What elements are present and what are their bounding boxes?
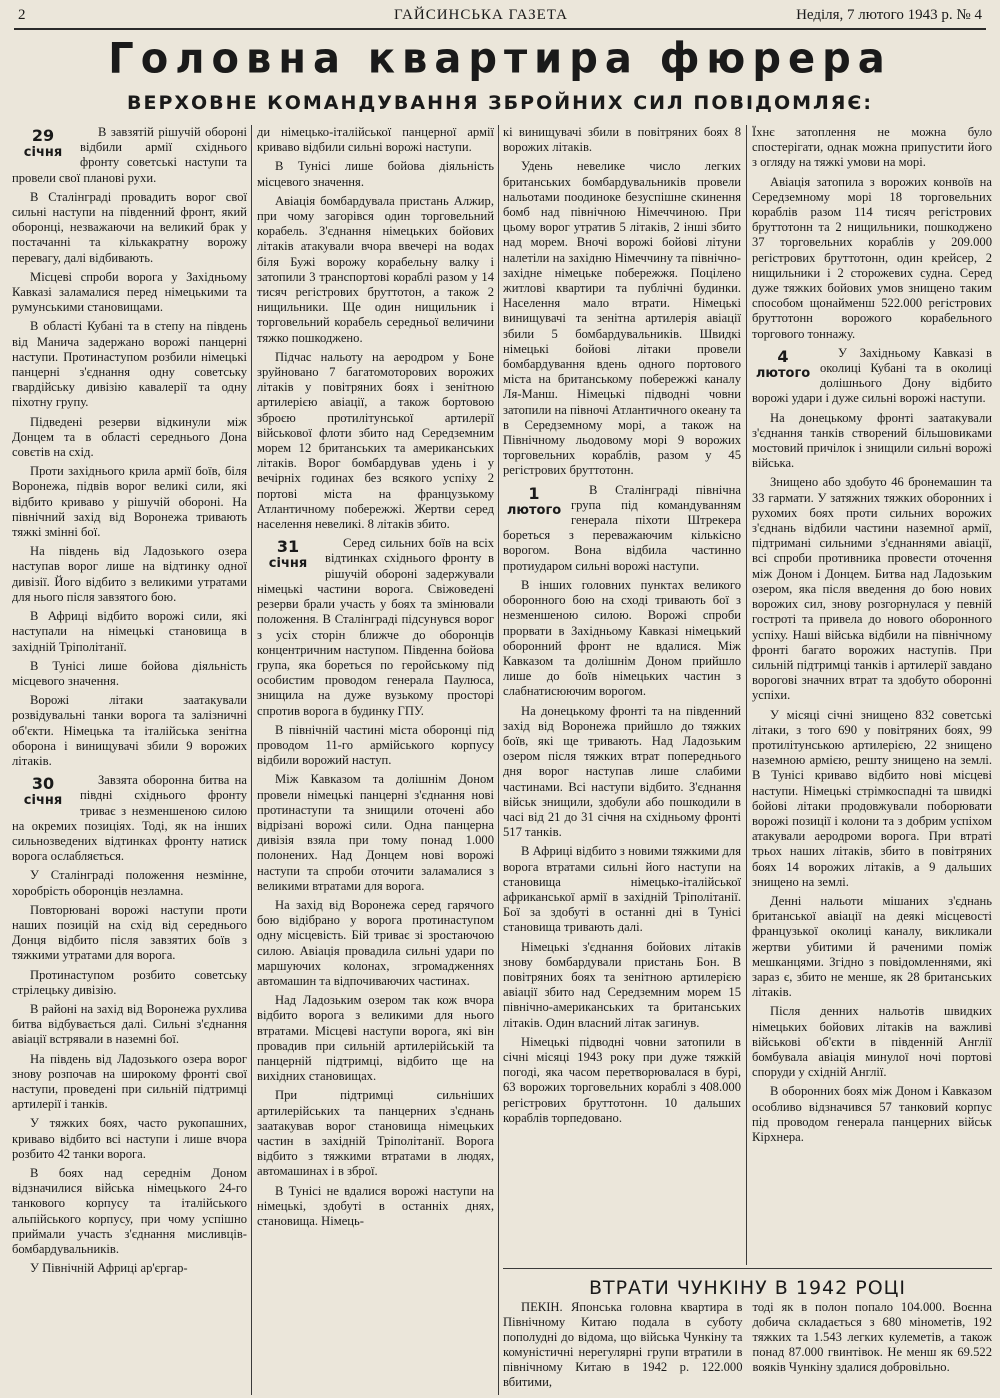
paragraph: В Тунісі не вдалися ворожі наступи на німецькі, здобуті в останніх днях, становища. Німець-: [257, 1183, 494, 1229]
paragraph: У місяці січні знищено 832 советські літаки, з того 690 у повітряних боях, 99 протилітунською артилерією, 22 знищено наземною армією, решту знищено на землі. В Тунісі криваво відбито нові місцеві наступи. Німецькі стрімкоспадні та швидкі бойові літаки продовжували поборювати ворожі позиції і колони та з добрим успіхом атакували аеродроми ворога. При втраті трьох наших літаків, збито в повітряних боях 14 ворожих літаків, а 9 дальших знищено на землі.: [752, 707, 992, 889]
paragraph: У Сталінграді положення незмінне, хоробрість оборонців незламна.: [12, 868, 247, 898]
paragraph: В інших головних пунктах великого оборонного бою на сході тривають бої з незменшеною силою. Ворожі спроби прорвати в Західньому Кавказі німецький оборонний фронт не вдалися. Між Кавказом та долішнім Доном прийшло лише до боїв німецьких частин з слабнатисюючим ворогом.: [503, 577, 741, 699]
column-divider: [746, 125, 747, 1265]
paragraph: В Сталінграді провадить ворог свої сильні наступи на південний фронт, який оборонці, незважаючи на великий брак у постачанні та кількакратну ворожу перевагу, далі відбивають.: [12, 189, 247, 265]
paragraph: У Західньому Кавказі в околиці Кубані та в околиці долішнього Дону відбито ворожі удари і дуже сильні ворожі наступи.: [752, 345, 992, 406]
date-heading: 4 лютого: [755, 346, 811, 381]
article-column: [503, 1300, 743, 1390]
paragraph: Над Ладозьким озером так кож вчора відбито ворога з великими для нього втратами. Місцеві наступи ворога, які він провадив при сильній артилерійській та панцерній підтримці, відбито ще на вихідних становищах.: [257, 993, 494, 1084]
paragraph: Німецькі підводні човни затопили в січні місяці 1943 року при дуже тяжкій погоді, яка часом перетворювалася в бурі, 63 ворожих торговельних кораблі з 408.000 регістрових бруттотонн. 10 дальших кораблів торпедовано.: [503, 1034, 741, 1125]
date-heading: 1 лютого: [506, 483, 562, 518]
paragraph: Протинаступом розбито советську стрілецьку дивізію.: [12, 967, 247, 997]
paragraph: В області Кубані та в степу на південь від Манича задержано ворожі панцерні наступи. Протинаступом розбили німецькі панцерні з'єднання одну советську гвардійську дивізію кавалерії та одну піхотну групу.: [12, 319, 247, 410]
column-1: [12, 125, 247, 1392]
paragraph: Удень невелике число легких британських бомбардувальників провели нальотами поодиноке безуспішне скинення бомб над північною Німеччиною. При цьому ворог утратив 5 літаків, 2 інші збито над морем. Вночі ворожі бойові літуни налетіли на західню Німеччину та північно-західне німецьке побережжя. Поцілено житлові квартири та публічні будинки. Населення мало втрати. Німецькі винищувачі та зенітна артилерія авіації збили 5 бомбардувальників. Швидкі німецькі бойові літаки провели бомбардування вдень одного портового міста на британському побережжі каналу Ля-Манш. Німецькі підводні човни затопили на півночі Атлантичного океану та в Середземному морі, а також на Північному льодовому морі 9 ворожих торговельних кораблів, разом у 45 регістрових бруттотонн.: [503, 159, 741, 478]
paragraph: На південь від Ладозького озера наступав ворог лише на відтинку одної дивізії. Його відбито з великими утратами для нього після завзятого бою.: [12, 544, 247, 604]
paragraph: В Тунісі лише бойова діяльність місцевого значення.: [257, 159, 494, 189]
paragraph: На донецькому фронті заатакували з'єднання танків створений більшовиками мостовий причілок і знищили сильні ворожі війська.: [752, 410, 992, 471]
paragraph: В Тунісі лише бойова діяльність місцевого значення.: [12, 658, 247, 688]
paragraph: У Північній Африці ар'єргар-: [30, 1261, 188, 1276]
paragraph: Ворожі літаки заатакували розвідувальні танки ворога та залізничні об'єкти. Німецька та італійська зенітна оборона і винищувачі збили 9 ворожих літаків.: [12, 693, 247, 768]
paragraph: На південь від Ладозького озера ворог знову розпочав на широкому фронті свої наступи, проведені при сильній підтримці артилерії і танків.: [12, 1051, 247, 1112]
column-4: [752, 125, 992, 1262]
masthead: [14, 4, 986, 30]
paragraph: В Африці відбито з новими тяжкими для ворога втратами сильні його наступи на становища німецько-італійської африканської армії в західній Тріполітанії. Бої за здобуті в останні дні в Тунісі становища тривають далі.: [503, 844, 741, 935]
paragraph: При підтримці сильніших артилерійських та панцерних з'єднань заатакував ворог становища німецьких частин в західній Тріполітанії. Ворога відбито з тяжкими втратами в людях, автомашинах і в зброї.: [257, 1088, 494, 1179]
issue-date: Неділя, 7 лютого 1943 р. № 4: [796, 7, 982, 23]
paragraph: На донецькому фронті та на південний захід від Воронежа прийшло до тяжких боїв, які ще тривають. Над Ладозьким озером після тяжких втрат попереднього дня ворог наступав лише слабими частинами. Всі наступи відбито. З'єднання військ знищили, здобули або пошкодили в часі від 21 до 31 січня на східньому фронті 517 танків.: [503, 703, 741, 840]
paragraph: ди німецько-італійської панцерної армії криваво відбили сильні ворожі наступи.: [257, 125, 494, 155]
page-subtitle: ВЕРХОВНЕ КОМАНДУВАННЯ ЗБРОЙНИХ СИЛ ПОВІДОМЛЯЄ:: [127, 92, 873, 114]
paragraph: Підчас нальоту на аеродром у Боне зруйновано 7 багатомоторових ворожих літаків у повітряних боях і зенітною артилерією авіації, а також бортовою зброєю протилітунської артилерії військової флоти збито над Середземним морем 12 британських та американських літаків. Ворог бомбардував удень і у вечірніх годинах без всякого успіху 2 портові міста на французькому Атлантичному побережжі. Жертви серед населення невеликі. 8 літаків збито.: [257, 349, 494, 532]
paragraph: Знищено або здобуто 46 бронемашин та 33 гармати. У затяжних тяжких оборонних і рухомих боях проти сильних ворожих з'єднань відбили частини наземної армії, підтримані сильними з'єднаннями авіації, всі спроби противника провести оточення між Доном і Донцем. Битва над Ладозьким озером, яка після введення до бою нових ворожих сил, знову розгорнулася у певній гостроті та привела до нового оборонного успіху. Наші війська відбили на північному фронті багато ворожих наступів. При сильній підтримці танків і артилерії завдано ворогові значних втрат та здобуто оборонні успіхи.: [752, 475, 992, 703]
paragraph: Серед сильних боїв на всіх відтинках східнього фронту в рішучій обороні задержували німецькі частини ворога. Свіжоведені резерви брали участь у боях та змінювали положення. В Сталінграді підсунувся ворог з усіх сторін ближче до оборонців концентричним наступом. Південна бойова група, яка бореться по геройському під особистим проводом генерала Паулюса, знищила на дуже вузькому просторі спротив ворога в будинку ГПУ.: [257, 536, 494, 718]
date-heading: 30 січня: [23, 774, 63, 809]
paragraph: Після денних нальотів швидких німецьких бойових літаків на важливі військові об'єкти в південній Англії бомбувала авіація минулої ночі портові споруди у східній Англії.: [752, 1004, 992, 1080]
paragraph: Їхнє затоплення не можна було спостерігати, однак можна припустити його з огляду на тяжкі умови на морі.: [752, 125, 992, 170]
date-heading: 31 січня: [268, 537, 308, 572]
paragraph: Німецькі з'єднання бойових літаків знову бомбардували пристань Бон. В повітряних боях та зенітною артилерією авіації збито над Середземним морем 15 північно-американських та британських літаків. Один власний літак загинув.: [503, 939, 741, 1030]
article-column: [753, 1300, 993, 1390]
paragraph: На захід від Воронежа серед гарячого бою відібрано у ворога протинаступом одну місцевість. Бій триває зі зростаючою силою. Авіація провадила сильні удари по маршуючих колонах, згромадженнях автомашин та відпочиваючих частинах.: [257, 897, 494, 988]
paragraph: В районі на захід від Воронежа рухлива битва відбувається далі. Сильні з'єднання авіації встрявали в наземні бої.: [12, 1001, 247, 1047]
paragraph: В оборонних боях між Доном і Кавказом особливо відзначився 57 танковий корпус під проводом генерала панцерних військ Кірхнера.: [752, 1084, 992, 1144]
paragraph: Авіація бомбардувала пристань Алжир, при чому загорівся один торговельний корабель. З'єднання німецьких бойових літаків атакували вчора ввечері на водах біля Бужі ворожу корабельну валку і затопили 3 транспортові кораблі разом у 14 тисяч регістрових бруттотон, а також 2 нищильники. Ще один нищильник і торговельний корабель середньої величини тяжко пошкоджено.: [257, 193, 494, 345]
paragraph: В завзятій рішучій обороні відбили армії східнього фронту советські наступи та провели свої планові рухи.: [12, 125, 247, 185]
paragraph: В боях над середнім Доном відзначилися війська німецького 24-го танкового корпусу та італійського альпійського корпусу, при чому успішно приймали участь з'єднання мисливців-бомбардувальників.: [12, 1166, 247, 1257]
paragraph: Повторювані ворожі наступи проти наших позицій на схід від середнього Донця відбито після завзятих боїв з тяжкими утратами для ворога.: [12, 902, 247, 963]
paragraph: кі винищувачі збили в повітряних боях 8 ворожих літаків.: [503, 125, 741, 155]
date-heading: 29 січня: [23, 126, 63, 160]
paragraph: Денні нальоти мішаних з'єднань британської авіації на деякі місцевості французької околиці каналу, викликали жертви убитими й раченими поміж мешканцями. Згідно з повідомленнями, які зараз є, збито не менше, як 28 британських літаків.: [752, 893, 992, 1000]
paragraph: Авіація затопила з ворожих конвоїв на Середземному морі 18 торговельних кораблів разом 114 тисяч регістрових бруттотонн та 2 нищильники, пошкоджено 37 торговельних кораблів у 209.000 регістрових бруттотонн, один крейсер, 2 нищильники і 2 сторожевих судна. Серед дуже тяжких бойових умов знищено таким способом щонайменш 522.000 регістрових бруттотонн ворожого корабельного торгового тоннажу.: [752, 174, 992, 341]
paragraph: тоді як в полон попало 104.000. Воєнна добича складається з 680 мінометів, 192 тяжких та 1.543 легких кулеметів, а також понад 87.000 гвинтівок. Не менш як 69.522 вояків Чункіну здалися добровільно.: [752, 1300, 992, 1374]
paragraph: Місцеві спроби ворога у Західньому Кавказі заламалися перед німецькими та румунськими становищами.: [12, 269, 247, 315]
paragraph: В північній частині міста оборонці під проводом 11-го армійського корпусу відбили ворожий наступ.: [257, 722, 494, 768]
paragraph: Проти західнього крила армії боїв, біля Воронежа, підвів ворог великі сили, які відбито криваво у рішучій обороні. На північний захід від Воронежа тривають тяжкі змінні бої.: [12, 464, 247, 540]
article-chungking-losses: [503, 1268, 992, 1394]
column-divider: [251, 125, 252, 1395]
article-body: [503, 1300, 992, 1390]
page-number: 2: [18, 7, 26, 23]
paragraph: У тяжких боях, часто рукопашних, криваво відбито всі наступи і лише вчора розбито 42 танки ворога.: [12, 1116, 247, 1161]
paragraph: Між Кавказом та долішнім Доном провели німецькі панцерні з'єднання нові протинаступи та знищили оточені або відрізані ворожі сили. Одна панцерна дивізія взяла при тому понад 1.000 полонених. Над Донцем нові ворожі наступи та спроби оточити заламалися з великими втратами для ворога.: [257, 772, 494, 893]
paragraph: Завзята оборонна битва на півдні східнього фронту триває з незменшеною силою на окремих позиціях. Тоді, як на інших сильнозведених відтинках фронту натиск ворога ослабляється.: [12, 773, 247, 864]
paragraph: ПЕКІН. Японська головна квартира в Північному Китаю подала в суботу пополудні до відома, що війська Чункіну та комуністичні нерегулярні групи втратили в північному Китаю в 1942 р. 122.000 вбитими,: [503, 1300, 743, 1389]
column-3: [503, 125, 741, 1262]
page-title: Головна квартира фюрера: [108, 34, 892, 84]
article-heading: ВТРАТИ ЧУНКІНУ В 1942 РОЦІ: [588, 1277, 907, 1299]
newspaper-name: ГАЙСИНСЬКА ГАЗЕТА: [394, 7, 569, 23]
column-divider: [498, 125, 499, 1395]
paragraph: В Сталінграді північна група під командуванням генерала піхоти Штрекера бореться з переважаючим кількісно ворогом. Вона відбила частинно протиударом сильні ворожі наступи.: [503, 482, 741, 573]
column-2: [257, 125, 494, 1392]
paragraph: Підведені резерви відкинули між Донцем та в області середнього Дона совєтів на схід.: [12, 414, 247, 460]
paragraph: В Африці відбито ворожі сили, які наступали на німецькі становища в західній Тріполітанії.: [12, 609, 247, 654]
